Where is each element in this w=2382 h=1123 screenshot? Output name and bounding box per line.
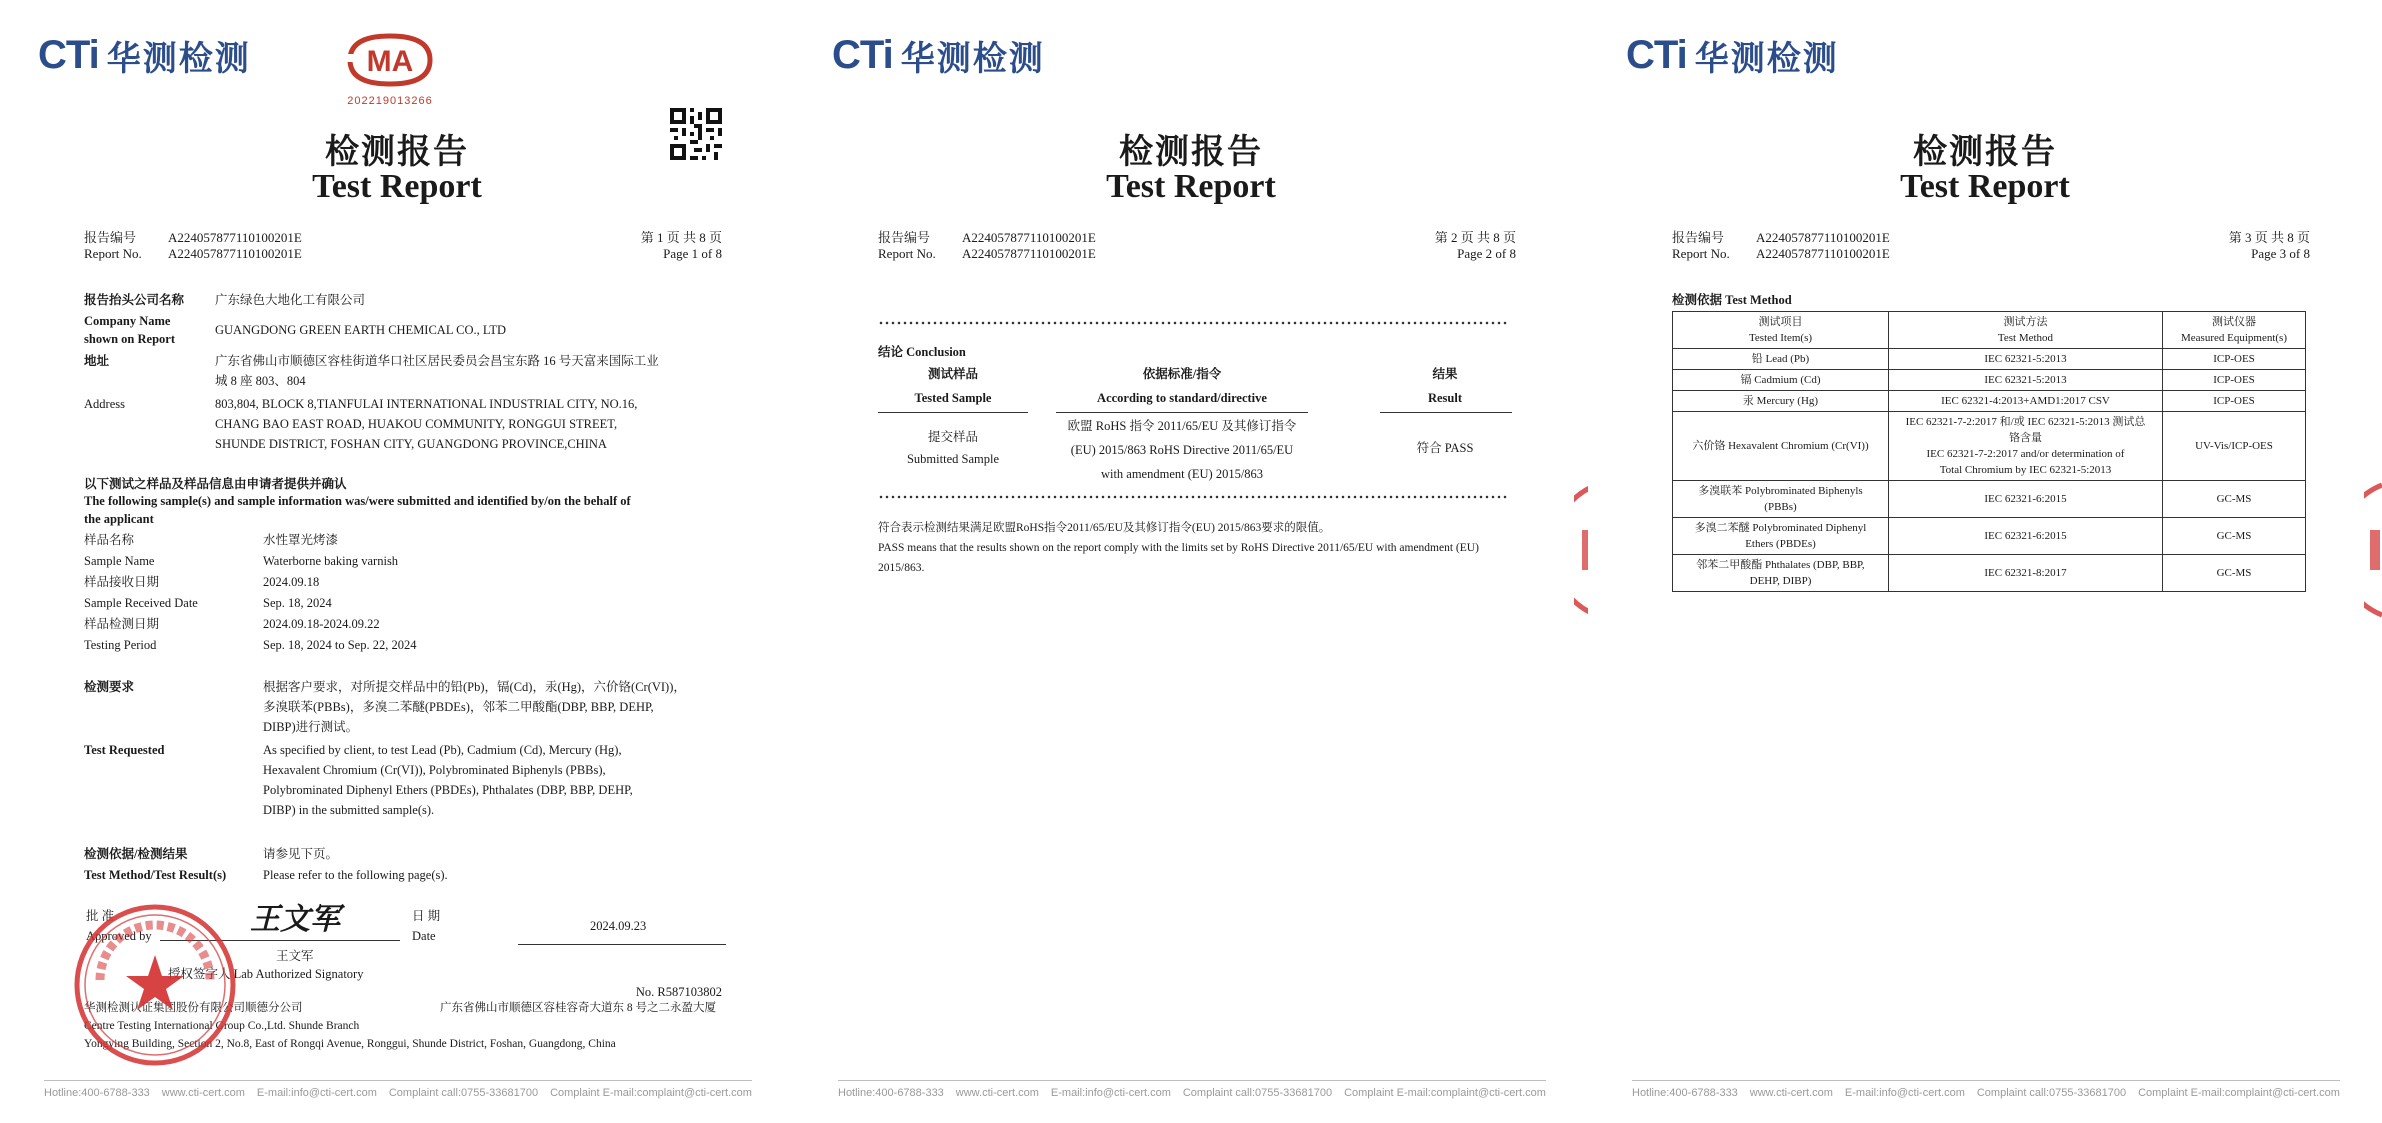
company-cn: 广东绿色大地化工有限公司 — [215, 293, 366, 307]
page-cn: 第 2 页 共 8 页 — [1434, 230, 1516, 245]
table-row — [1673, 555, 2306, 592]
sample-name-label-en: Sample Name — [84, 554, 155, 568]
footer — [838, 1080, 1546, 1099]
received-label-en: Sample Received Date — [84, 596, 198, 610]
address-label-en: Address — [84, 397, 125, 411]
page-indicator — [641, 230, 722, 262]
col-result-header: 结果 Result — [1427, 367, 1463, 405]
approved-label-cn: 批 准 — [86, 909, 115, 923]
divider — [878, 412, 1028, 413]
table-cell: 邻苯二甲酸酯 Phthalates (DBP, BBP, DEHP, DIBP) — [1673, 555, 1889, 592]
cma-number: 202219013266 — [347, 95, 433, 107]
company-label-cn: 报告抬头公司名称 — [84, 293, 185, 307]
table-cell: IEC 62321-6:2015 — [1889, 481, 2163, 518]
report-no-label-cn: 报告编号 — [878, 230, 931, 245]
address-en: 803,804, BLOCK 8,TIANFULAI INTERNATIONAL INDUSTRIAL CITY, NO.16, CHANG BAO EAST ROAD, HUAKOU COMMUNITY, RONGGUI STREET, SHUNDE DISTRICT, FOSHAN CITY, GUANGDONG PROVINCE,CHINA — [215, 397, 638, 451]
table-cell: IEC 62321-7-2:2017 和/或 IEC 62321-5:2013 测试总 铬含量 IEC 62321-7-2:2017 and/or determination of Total Chromium by IEC 62321-5:2013 — [1889, 412, 2163, 481]
note-cn: 符合表示检测结果满足欧盟RoHS指令2011/65/EU及其修订指令(EU) 2015/863要求的限值。 — [878, 522, 1331, 534]
table-header: 测试项目 Tested Item(s) — [1673, 312, 1889, 349]
title-en: Test Report — [312, 168, 482, 205]
report-number-block — [84, 230, 302, 262]
table-cell: IEC 62321-8:2017 — [1889, 555, 2163, 592]
star-divider — [878, 320, 1508, 326]
lab-name-cn: 华测检测认证集团股份有限公司顺德分公司 — [84, 1002, 303, 1014]
footer-web[interactable]: www.cti-cert.com — [1749, 1087, 1833, 1099]
note-en: PASS means that the results shown on the report comply with the limits set by RoHS Directive 2011/65/EU with amendment (EU) 2015/863. — [878, 542, 1479, 574]
svg-text:MA: MA — [366, 45, 414, 78]
title-en: Test Report — [1900, 168, 2070, 205]
received-label-cn: 样品接收日期 — [84, 575, 160, 589]
report-page-1 — [0, 0, 794, 1123]
footer-complaint-email[interactable]: Complaint E-mail:complaint@cti-cert.com — [1344, 1087, 1546, 1099]
method-table — [1672, 311, 2306, 592]
title-cn: 检测报告 — [1913, 132, 2057, 172]
logo-cn: 华测检测 — [1694, 38, 1839, 79]
sample-name-en: Waterborne baking varnish — [263, 554, 399, 568]
footer-complaint: Complaint call:0755-33681700 — [1976, 1087, 2127, 1099]
report-page-2 — [794, 0, 1588, 1123]
divider — [1380, 412, 1512, 413]
footer-complaint: Complaint call:0755-33681700 — [1182, 1087, 1333, 1099]
date-label-en: Date — [412, 929, 436, 943]
method-label-cn: 检测依据/检测结果 — [84, 847, 188, 861]
footer-hotline: Hotline:400-6788-333 — [838, 1087, 944, 1099]
col-standard-header: 依据标准/指令 According to standard/directive — [1097, 367, 1267, 405]
table-row — [1673, 391, 2306, 412]
footer-complaint-email[interactable]: Complaint E-mail:complaint@cti-cert.com — [2138, 1087, 2340, 1099]
cma-logo-icon — [340, 30, 440, 90]
received-cn: 2024.09.18 — [263, 575, 320, 589]
conclusion-label: 结论 Conclusion — [878, 345, 966, 359]
sample-name-cn: 水性罩光烤漆 — [263, 533, 339, 547]
edge-seal-icon — [2364, 480, 2382, 620]
signer-name: 王文军 — [276, 949, 314, 963]
footer-web[interactable]: www.cti-cert.com — [161, 1087, 245, 1099]
company-en: GUANGDONG GREEN EARTH CHEMICAL CO., LTD — [215, 323, 507, 337]
footer-email[interactable]: E-mail:info@cti-cert.com — [256, 1087, 377, 1099]
report-number: A2240578771101002​01E — [168, 246, 302, 261]
period-en: Sep. 18, 2024 to Sep. 22, 2024 — [263, 638, 417, 652]
title-cn: 检测报告 — [325, 132, 469, 172]
method-label-en: Test Method/Test Result(s) — [84, 868, 227, 882]
date-line — [518, 944, 726, 945]
table-row — [1673, 349, 2306, 370]
footer-complaint: Complaint call:0755-33681700 — [388, 1087, 539, 1099]
page-indicator — [2229, 230, 2310, 262]
request-label-en: Test Requested — [84, 743, 165, 757]
page-en: Page 2 of 8 — [1457, 246, 1516, 261]
page-indicator — [1435, 230, 1516, 262]
report-page-3 — [1588, 0, 2382, 1123]
table-cell: IEC 62321-5:2013 — [1889, 349, 2163, 370]
table-cell: ICP-OES — [2163, 370, 2306, 391]
period-label-en: Testing Period — [84, 638, 157, 652]
lab-address-en: Yongying Building, Section 2, No.8, East of Rongqi Avenue, Ronggui, Shunde District, Foshan, Guangdong, China — [84, 1038, 616, 1050]
col-sample-header: 测试样品 Tested Sample — [914, 367, 992, 405]
table-row — [1673, 481, 2306, 518]
table-cell: 铅 Lead (Pb) — [1673, 349, 1889, 370]
table-row — [1673, 518, 2306, 555]
table-header: 测试仪器 Measured Equipment(s) — [2163, 312, 2306, 349]
table-cell: GC-MS — [2163, 481, 2306, 518]
request-en: As specified by client, to test Lead (Pb), Cadmium (Cd), Mercury (Hg), Hexavalent Chromium (Cr(VI)), Polybrominated Biphenyls (PBBs), Polybrominated Diphenyl Ethers (PBDEs), Phthalates (DBP, BBP, DEHP, DIBP) in the submitted sample(s). — [263, 743, 633, 817]
table-cell: GC-MS — [2163, 555, 2306, 592]
report-number: A2240578771101002​01E — [962, 230, 1096, 245]
date-value: 2024.09.23 — [590, 919, 647, 933]
table-header-row — [1673, 312, 2306, 349]
report-number: A2240578771101002​01E — [962, 246, 1096, 261]
title-en: Test Report — [1106, 168, 1276, 205]
divider — [1056, 412, 1308, 413]
table-cell: 六价铬 Hexavalent Chromium (Cr(VI)) — [1673, 412, 1889, 481]
report-no-label-en: Report No. — [1672, 246, 1730, 261]
sample-intro-cn: 以下测试之样品及样品信息由申请者提供并确认 — [84, 477, 347, 491]
sample-intro-en: The following sample(s) and sample information was/were submitted and identified by/on the behalf of the applicant — [84, 494, 631, 526]
table-cell: IEC 62321-4:2013+AMD1:2017 CSV — [1889, 391, 2163, 412]
report-no-label-cn: 报告编号 — [84, 230, 137, 245]
footer-hotline: Hotline:400-6788-333 — [1632, 1087, 1738, 1099]
footer-hotline: Hotline:400-6788-333 — [44, 1087, 150, 1099]
approved-label-en: Approved by — [86, 929, 152, 943]
company-label-en: Company Name shown on Report — [84, 314, 175, 346]
standard-text: 欧盟 RoHS 指令 2011/65/EU 及其修订指令 (EU) 2015/863 RoHS Directive 2011/65/EU with amendment (EU) 2015/863 — [1067, 419, 1297, 481]
page-en: Page 1 of 8 — [663, 246, 722, 261]
table-cell: IEC 62321-6:2015 — [1889, 518, 2163, 555]
submitted-sample: 提交样品 Submitted Sample — [906, 430, 999, 466]
result-value: 符合 PASS — [1416, 441, 1474, 455]
report-number: A2240578771101002​01E — [1756, 230, 1890, 245]
logo-text: CTi — [1626, 33, 1687, 77]
footer-email[interactable]: E-mail:info@cti-cert.com — [1050, 1087, 1171, 1099]
lab-address-cn: 广东省佛山市顺德区容桂容奇大道东 8 号之二永盈大厦 — [440, 1002, 716, 1014]
logo-text: CTi — [38, 33, 99, 77]
received-en: Sep. 18, 2024 — [263, 596, 332, 610]
request-cn: 根据客户要求，对所提交样品中的铅(Pb)，镉(Cd)，汞(Hg)，六价铬(Cr(VI))， 多溴联苯(PBBs)，多溴二苯醚(PBDEs)，邻苯二甲酸酯(DBP, BBP, DEHP, DIBP)进行测试。 — [263, 680, 686, 734]
method-cn: 请参见下页。 — [263, 847, 339, 861]
request-label-cn: 检测要求 — [84, 680, 135, 694]
footer-complaint-email[interactable]: Complaint E-mail:complaint@cti-cert.com — [550, 1087, 752, 1099]
table-cell: 多溴二苯醚 Polybrominated Diphenyl Ethers (PBDEs) — [1673, 518, 1889, 555]
doc-number: No. R587103802 — [635, 985, 722, 999]
table-cell: GC-MS — [2163, 518, 2306, 555]
star-divider — [878, 494, 1508, 500]
address-label-cn: 地址 — [84, 354, 110, 368]
cti-logo — [832, 30, 1045, 80]
footer-web[interactable]: www.cti-cert.com — [955, 1087, 1039, 1099]
date-label-cn: 日 期 — [412, 909, 441, 923]
lab-name-en: Centre Testing International Group Co.,Ltd. Shunde Branch — [84, 1020, 360, 1032]
signature: 王文军 — [250, 902, 340, 937]
table-cell: 多溴联苯 Polybrominated Biphenyls (PBBs) — [1673, 481, 1889, 518]
logo-cn: 华测检测 — [106, 38, 251, 79]
footer — [44, 1080, 752, 1099]
page-en: Page 3 of 8 — [2251, 246, 2310, 261]
method-title: 检测依据 Test Method — [1672, 293, 1792, 307]
method-en: Please refer to the following page(s). — [263, 868, 448, 882]
footer-email[interactable]: E-mail:info@cti-cert.com — [1844, 1087, 1965, 1099]
page-cn: 第 3 页 共 8 页 — [2228, 230, 2310, 245]
report-no-label-en: Report No. — [878, 246, 936, 261]
page-cn: 第 1 页 共 8 页 — [640, 230, 722, 245]
table-cell: ICP-OES — [2163, 349, 2306, 370]
report-number: A2240578771101002​01E — [168, 230, 302, 245]
report-no-label-en: Report No. — [84, 246, 142, 261]
cti-logo — [38, 30, 251, 80]
title-cn: 检测报告 — [1119, 132, 1263, 172]
report-number-block — [1672, 230, 1890, 262]
table-header: 测试方法 Test Method — [1889, 312, 2163, 349]
cma-mark — [340, 30, 440, 107]
logo-text: CTi — [832, 33, 893, 77]
report-no-label-cn: 报告编号 — [1672, 230, 1725, 245]
table-cell: 镉 Cadmium (Cd) — [1673, 370, 1889, 391]
table-cell: UV-Vis/ICP-OES — [2163, 412, 2306, 481]
table-cell: 汞 Mercury (Hg) — [1673, 391, 1889, 412]
table-row — [1673, 370, 2306, 391]
period-cn: 2024.09.18-2024.09.22 — [263, 617, 380, 631]
table-cell: IEC 62321-5:2013 — [1889, 370, 2163, 391]
address-cn: 广东省佛山市顺德区容桂街道华口社区居民委员会昌宝东路 16 号天富来国际工业 城 8 座 803、804 — [215, 354, 659, 388]
report-number: A2240578771101002​01E — [1756, 246, 1890, 261]
cti-logo — [1626, 30, 1839, 80]
sample-name-label-cn: 样品名称 — [84, 533, 135, 547]
table-cell: ICP-OES — [2163, 391, 2306, 412]
table-row — [1673, 412, 2306, 481]
report-number-block — [878, 230, 1096, 262]
footer — [1632, 1080, 2340, 1099]
logo-cn: 华测检测 — [900, 38, 1045, 79]
company-seal-icon — [70, 900, 240, 1070]
period-label-cn: 样品检测日期 — [84, 617, 160, 631]
signer-title: 授权签字人 Lab Authorized Signatory — [168, 967, 364, 981]
